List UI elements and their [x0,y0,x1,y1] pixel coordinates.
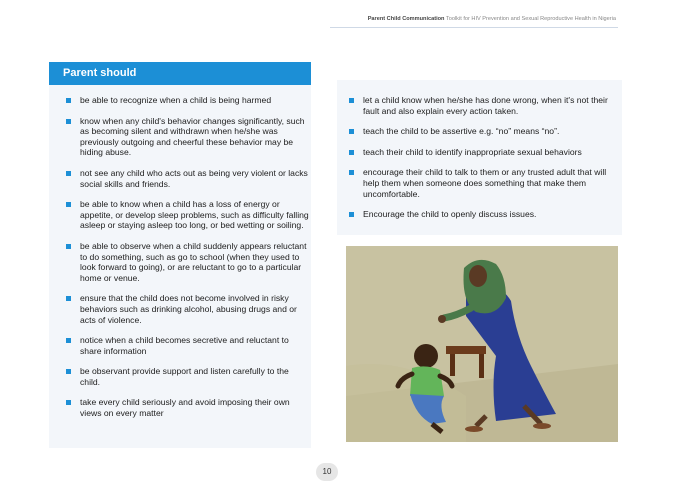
bullet-icon [66,338,71,343]
list-item-text: notice when a child becomes secretive and reluctant to share information [80,335,289,356]
list-item [66,199,310,231]
list-item-text: let a child know when he/she has done wrong, when it's not their fault and also explain every action taken. [363,95,608,116]
bullet-icon [349,170,354,175]
right-bullet-list [349,95,617,230]
header-title-rest: Toolkit for HIV Prevention and Sexual Reproductive Health in Nigeria [444,16,616,22]
panel-heading: Parent should [49,62,311,85]
header-title-bold: Parent Child Communication [367,16,445,22]
list-item-text: Encourage the child to openly discuss issues. [363,209,537,220]
list-item-text: encourage their child to talk to them or any trusted adult that will help them when someone does something that make them uncomfortable. [363,167,607,199]
list-item-text: be able to recognize when a child is being harmed [80,95,272,105]
bullet-icon [66,98,71,103]
list-item-text: not see any child who acts out as being very violent or lacks social skills and friends. [80,167,308,189]
list-item [66,116,310,158]
bullet-icon [66,369,71,374]
list-item [66,366,310,387]
illustration-graphic [346,246,618,442]
bullet-icon [349,129,354,134]
list-item-text: be able to observe when a child suddenly appears reluctant to do something, such as go to school (when they used to look forward to going), or are reluctant to go to a particular home or venue. [80,240,307,283]
bullet-icon [66,202,71,207]
list-item-text: take every child seriously and avoid imposing their own views on every matter [80,397,290,419]
list-item [349,167,617,199]
list-item [349,147,617,158]
list-item [66,95,310,106]
bullet-icon [349,212,354,217]
list-item [349,209,617,220]
list-item [349,126,617,137]
bullet-icon [349,150,354,155]
bullet-icon [349,98,354,103]
list-item-text: teach the child to be assertive e.g. “no” means “no”. [363,126,560,137]
list-item [66,335,310,356]
list-item-text: be able to know when a child has a loss of energy or appetite, or develop sleep problems, such as difficulty falling asleep or staying asleep too long, or bed wetting or soiling. [80,199,309,231]
header-divider [330,27,618,28]
list-item-text: know when any child's behavior changes significantly, such as becoming silent and withdrawn when he/she was previously outgoing and cheerful these behavior may be hiding abuse. [80,115,305,158]
illustration-mother-and-child [346,246,618,442]
bullet-icon [66,171,71,176]
list-item [66,293,310,325]
running-header [368,16,616,22]
left-bullet-list [66,95,310,429]
bullet-icon [66,400,71,405]
bullet-icon [66,296,71,301]
list-item [66,241,310,283]
list-item [349,95,617,116]
list-item-text: ensure that the child does not become involved in risky behaviors such as drinking alcohol, abusing drugs and or acts of violence. [80,293,297,325]
list-item [66,168,310,189]
list-item [66,397,310,418]
list-item-text: be observant provide support and listen carefully to the child. [80,366,289,387]
bullet-icon [66,119,71,124]
bullet-icon [66,244,71,249]
page-number: 10 [316,463,338,481]
list-item-text: teach their child to identify inappropriate sexual behaviors [363,146,582,157]
